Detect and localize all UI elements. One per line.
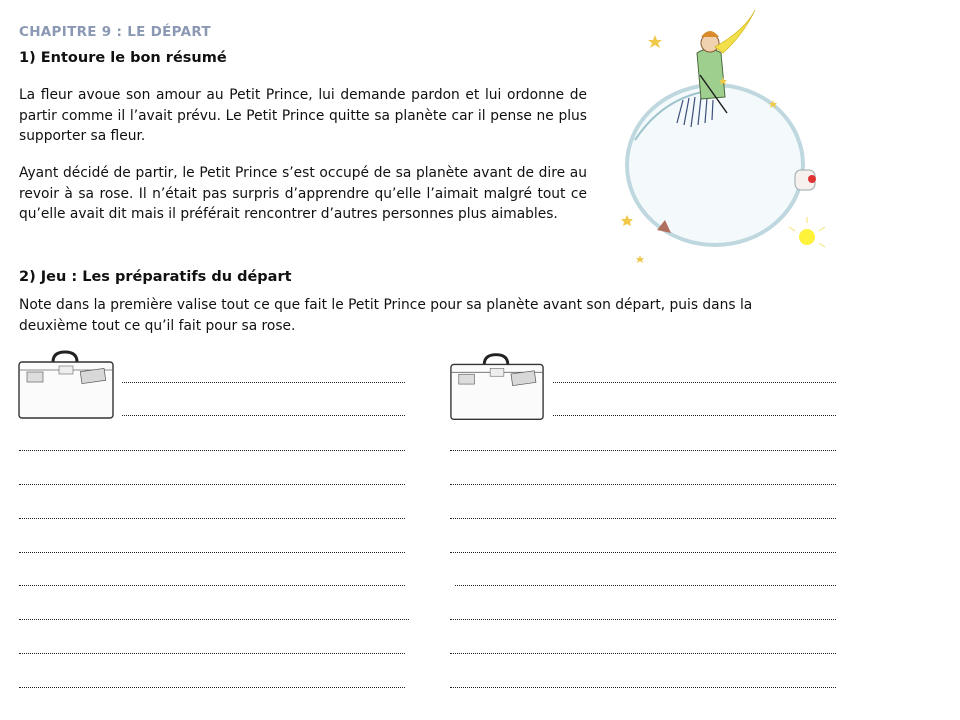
answer-line-planete[interactable] — [19, 582, 405, 586]
summary-b[interactable]: Ayant décidé de partir, le Petit Prince s’est occupé de sa planète avant de dire au revoir à sa rose. Il n’était pas surpris d’apprendre qu’elle l’aimait malgré tout ce qu’elle avait dit mais il préférait rencontrer d’autres personnes plus aimables. — [19, 165, 587, 222]
answer-line-rose[interactable] — [450, 515, 836, 519]
answer-line-rose[interactable] — [450, 481, 836, 485]
answer-line-planete[interactable] — [19, 549, 405, 553]
answer-line-rose[interactable] — [450, 684, 836, 688]
answer-line-rose[interactable] — [553, 379, 836, 383]
answer-line-rose[interactable] — [455, 582, 836, 586]
summary-a[interactable]: La fleur avoue son amour au Petit Prince, lui demande pardon et lui ordonne de partir comme il l’avait prévu. Le Petit Prince quitte sa planète car il pense ne plus supporter sa fleur. — [19, 87, 587, 144]
answer-line-planete[interactable] — [19, 447, 405, 451]
question-1-title: 1) Entoure le bon résumé — [19, 50, 227, 66]
answer-line-planete[interactable] — [19, 650, 405, 654]
suitcase-icon — [447, 352, 547, 424]
answer-line-planete[interactable] — [19, 481, 405, 485]
answer-line-planete[interactable] — [19, 515, 405, 519]
little-prince-illustration — [605, 5, 845, 270]
question-2-title: 2) Jeu : Les préparatifs du départ — [19, 269, 292, 285]
answer-line-rose[interactable] — [450, 549, 836, 553]
answer-line-planete[interactable] — [19, 616, 409, 620]
answer-line-planete[interactable] — [122, 412, 405, 416]
answer-line-rose[interactable] — [553, 412, 836, 416]
answer-line-rose[interactable] — [450, 447, 836, 451]
game-instruction: Note dans la première valise tout ce que fait le Petit Prince pour sa planète avant son départ, puis dans la deuxième tout ce qu’il fait pour sa rose. — [19, 297, 753, 334]
suitcase-icon — [15, 350, 117, 422]
answer-line-rose[interactable] — [450, 616, 836, 620]
answer-line-rose[interactable] — [450, 650, 836, 654]
chapter-title: CHAPITRE 9 : LE DÉPART — [19, 24, 211, 40]
answer-line-planete[interactable] — [19, 684, 405, 688]
answer-line-planete[interactable] — [122, 379, 405, 383]
